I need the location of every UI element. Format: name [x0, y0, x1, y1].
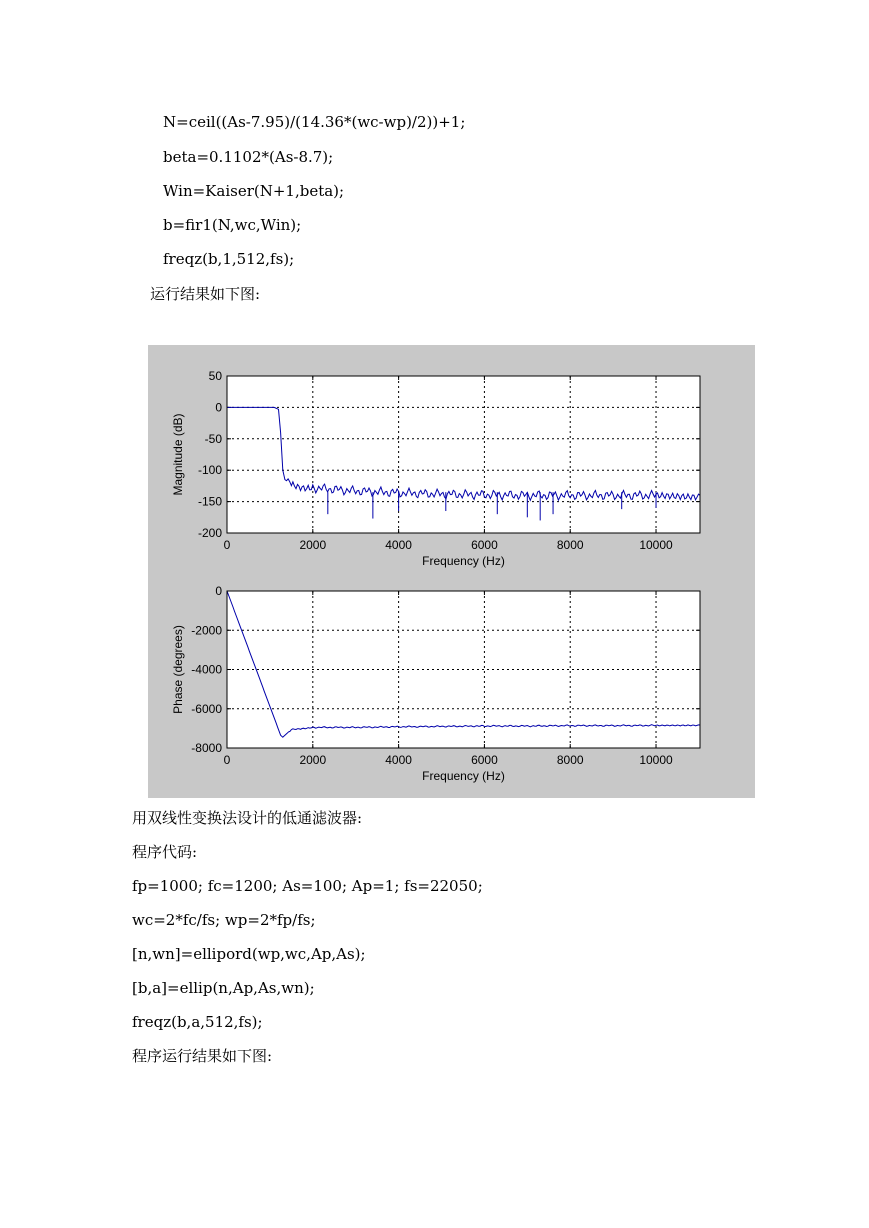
result-caption: 运行结果如下图: [150, 285, 261, 303]
x-tick-label: 8000 [556, 538, 584, 552]
result-caption-2: 程序运行结果如下图: [132, 1047, 273, 1065]
code-line: fp=1000; fc=1200; As=100; Ap=1; fs=22050; [132, 877, 483, 895]
code-line: N=ceil((As-7.95)/(14.36*(wc-wp)/2))+1; [163, 113, 466, 131]
code-line: freqz(b,1,512,fs); [163, 250, 295, 268]
y-tick-label: -50 [204, 431, 222, 446]
code-line: freqz(b,a,512,fs); [132, 1013, 263, 1031]
x-tick-label: 0 [223, 538, 231, 552]
y-tick-label: -8000 [191, 741, 222, 755]
y-axis-label: Phase (degrees) [171, 625, 185, 714]
x-tick-label: 4000 [385, 753, 412, 767]
y-tick-label: 0 [215, 584, 222, 598]
x-tick-label: 8000 [556, 753, 584, 767]
x-tick-label: 4000 [385, 538, 412, 552]
matlab-figure [148, 345, 755, 798]
y-tick-label: -2000 [191, 623, 222, 638]
code-line: Win=Kaiser(N+1,beta); [163, 182, 345, 200]
y-tick-label: 0 [215, 400, 222, 415]
y-tick-label: -100 [197, 463, 222, 478]
x-tick-label: 2000 [299, 538, 327, 552]
code-line: [n,wn]=ellipord(wp,wc,Ap,As); [132, 945, 366, 963]
y-tick-label: -4000 [191, 662, 222, 677]
code-label: 程序代码: [132, 843, 198, 861]
code-line: beta=0.1102*(As-8.7); [163, 148, 334, 166]
code-line: b=fir1(N,wc,Win); [163, 216, 302, 234]
x-tick-label: 10000 [639, 753, 673, 767]
x-axis-label: Frequency (Hz) [422, 554, 505, 568]
section-title: 用双线性变换法设计的低通滤波器: [132, 809, 363, 827]
code-line: [b,a]=ellip(n,Ap,As,wn); [132, 979, 315, 997]
y-tick-label: -150 [197, 494, 222, 509]
code-line: wc=2*fc/fs; wp=2*fp/fs; [132, 911, 316, 929]
x-tick-label: 10000 [639, 538, 673, 552]
freqz-plot [148, 345, 755, 798]
x-tick-label: 2000 [299, 753, 327, 767]
x-tick-label: 0 [223, 753, 231, 767]
y-tick-label: -6000 [191, 701, 222, 716]
y-tick-label: -200 [197, 526, 222, 540]
x-axis-label: Frequency (Hz) [422, 769, 505, 783]
x-tick-label: 6000 [471, 753, 498, 767]
x-tick-label: 6000 [471, 538, 498, 552]
y-tick-label: 50 [208, 369, 222, 383]
y-axis-label: Magnitude (dB) [171, 413, 185, 496]
plot-area [227, 376, 700, 533]
